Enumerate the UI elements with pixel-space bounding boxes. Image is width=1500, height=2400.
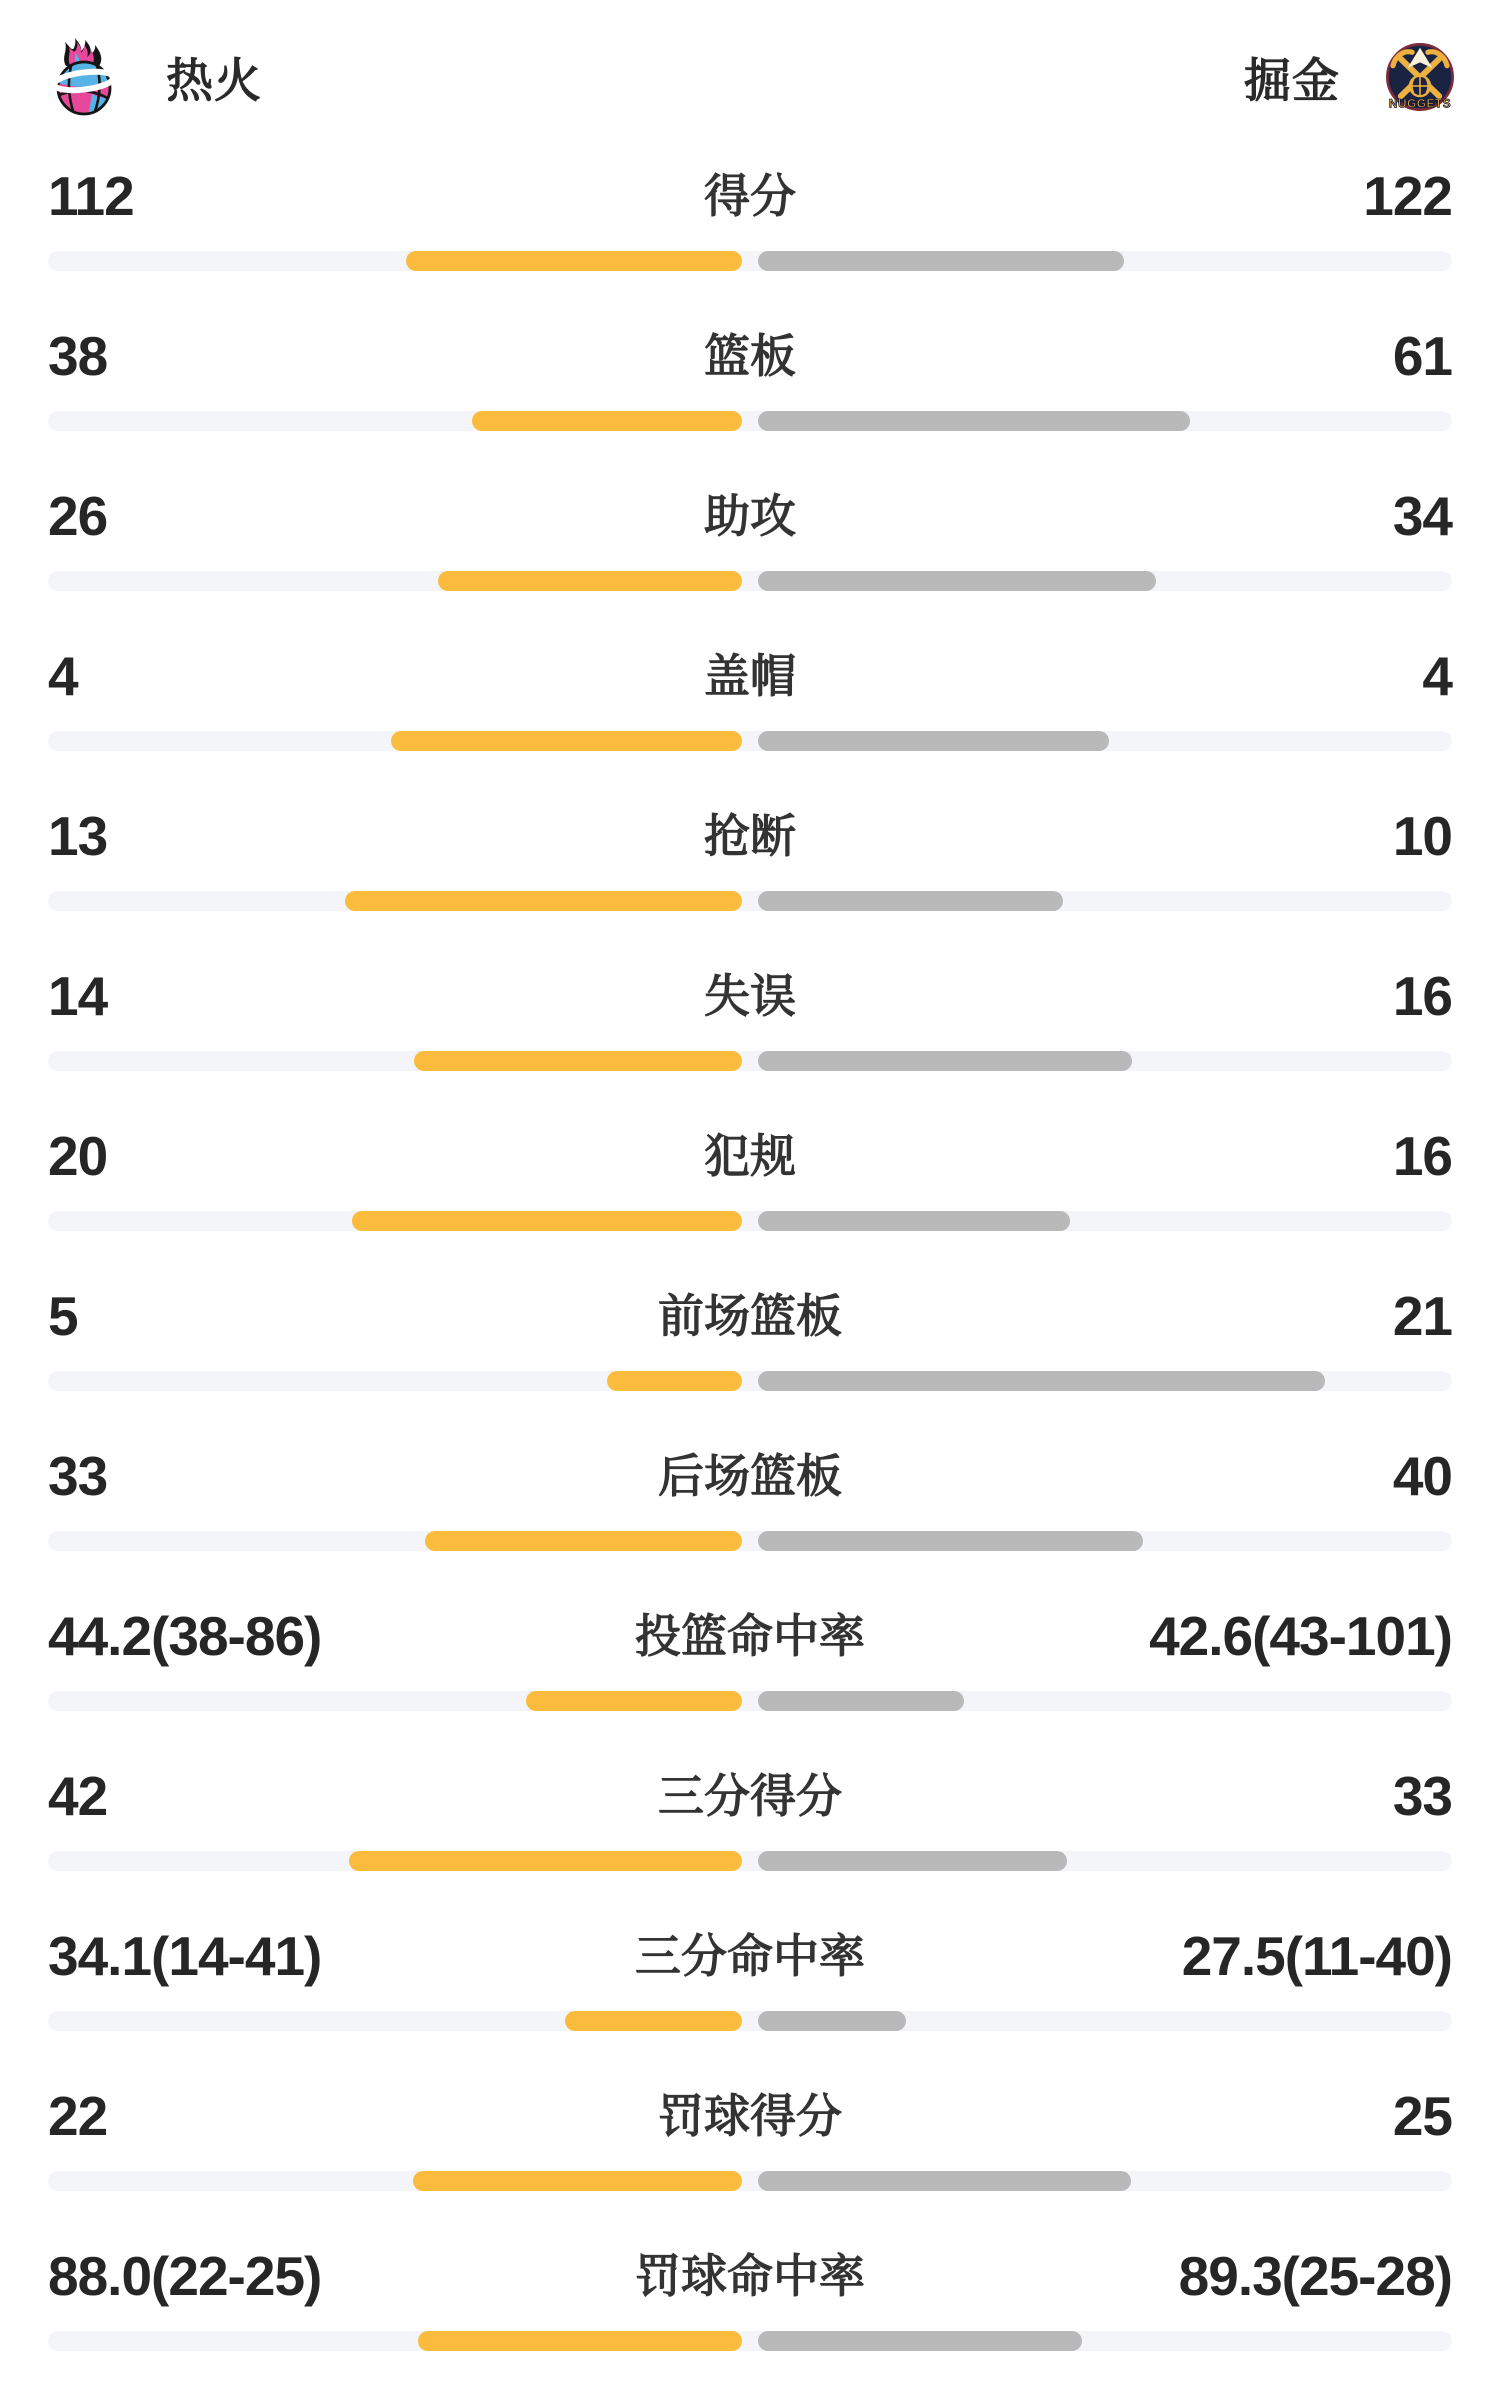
stat-row-values — [48, 806, 1452, 867]
home-stat-value: 5 — [48, 1285, 78, 1347]
home-bar-track — [48, 2331, 750, 2351]
stat-row-values — [48, 1126, 1452, 1187]
away-bar-fill — [758, 1531, 1143, 1551]
away-bar-track — [750, 1211, 1452, 1231]
home-stat-value: 22 — [48, 2085, 108, 2147]
stat-row-values — [48, 1286, 1452, 1347]
home-bar-track — [48, 1691, 750, 1711]
stat-row — [0, 152, 1500, 312]
stat-row-values — [48, 326, 1452, 387]
stat-row-values — [48, 1926, 1452, 1987]
home-stat-value: 26 — [48, 485, 108, 547]
away-stat-value: 25 — [1392, 2085, 1452, 2147]
stat-row — [0, 952, 1500, 1112]
stat-comparison-bar — [48, 2171, 1452, 2191]
stat-row-values — [48, 646, 1452, 707]
home-bar-track — [48, 1531, 750, 1551]
home-bar-track — [48, 2171, 750, 2191]
away-bar-fill — [758, 731, 1109, 751]
away-team-name: 掘金 — [1244, 53, 1340, 107]
stat-row — [0, 1912, 1500, 2072]
stat-comparison-bar — [48, 2331, 1452, 2351]
home-bar-track — [48, 731, 750, 751]
home-bar-track — [48, 1051, 750, 1071]
home-stat-value: 20 — [48, 1125, 108, 1187]
stat-row — [0, 1112, 1500, 1272]
away-bar-track — [750, 411, 1452, 431]
away-stat-value: 27.5(11-40) — [1181, 1925, 1452, 1987]
stat-label: 篮板 — [704, 329, 796, 382]
away-stat-value: 89.3(25-28) — [1178, 2245, 1452, 2307]
home-stat-value: 13 — [48, 805, 108, 867]
home-bar-fill — [526, 1691, 742, 1711]
stat-label: 得分 — [704, 169, 796, 222]
stat-comparison-bar — [48, 1691, 1452, 1711]
nuggets-pickaxes-logo-icon — [1384, 41, 1456, 113]
home-bar-fill — [565, 2011, 742, 2031]
home-stat-value: 42 — [48, 1765, 108, 1827]
away-bar-track — [750, 2011, 1452, 2031]
home-bar-fill — [607, 1371, 742, 1391]
stat-label: 后场篮板 — [658, 1449, 842, 1502]
home-stat-value: 112 — [48, 165, 134, 227]
stat-row — [0, 632, 1500, 792]
stat-row — [0, 1272, 1500, 1432]
stat-comparison-bar — [48, 731, 1452, 751]
home-stat-value: 38 — [48, 325, 108, 387]
stat-comparison-bar — [48, 1531, 1452, 1551]
stat-comparison-bar — [48, 1211, 1452, 1231]
away-bar-fill — [758, 1051, 1132, 1071]
stat-label: 盖帽 — [704, 649, 796, 702]
stat-row-values — [48, 1766, 1452, 1827]
stat-row-values — [48, 1446, 1452, 1507]
stat-row — [0, 2072, 1500, 2232]
stat-comparison-bar — [48, 891, 1452, 911]
away-bar-fill — [758, 1691, 964, 1711]
away-bar-fill — [758, 2331, 1082, 2351]
home-bar-fill — [406, 251, 742, 271]
home-bar-fill — [472, 411, 742, 431]
stat-label: 抢断 — [704, 809, 796, 862]
home-bar-fill — [425, 1531, 742, 1551]
stat-comparison-bar — [48, 1371, 1452, 1391]
nuggets-logo-wordmark: NUGGETS — [1388, 96, 1452, 111]
stat-label: 三分命中率 — [635, 1929, 865, 1982]
away-bar-track — [750, 1051, 1452, 1071]
away-stat-value: 4 — [1422, 645, 1452, 707]
away-bar-track — [750, 1851, 1452, 1871]
away-bar-track — [750, 1531, 1452, 1551]
away-stat-value: 34 — [1392, 485, 1452, 547]
home-bar-track — [48, 1211, 750, 1231]
away-stat-value: 42.6(43-101) — [1149, 1605, 1452, 1667]
stat-row — [0, 312, 1500, 472]
away-stat-value: 16 — [1392, 965, 1452, 1027]
home-bar-track — [48, 251, 750, 271]
home-team-name: 热火 — [166, 53, 262, 107]
away-bar-track — [750, 731, 1452, 751]
home-bar-fill — [391, 731, 742, 751]
stat-row-values — [48, 1606, 1452, 1667]
away-bar-fill — [758, 251, 1124, 271]
stat-label: 前场篮板 — [658, 1289, 842, 1342]
stat-row-values — [48, 966, 1452, 1027]
away-team-header — [1244, 41, 1456, 113]
stat-label: 犯规 — [704, 1129, 796, 1182]
stat-label: 三分得分 — [658, 1769, 842, 1822]
stat-label: 失误 — [704, 969, 796, 1022]
away-bar-track — [750, 1691, 1452, 1711]
stat-row-values — [48, 2086, 1452, 2147]
team-stats-header — [0, 0, 1500, 120]
stat-label: 罚球命中率 — [635, 2249, 865, 2302]
away-bar-track — [750, 2331, 1452, 2351]
away-bar-fill — [758, 411, 1190, 431]
stats-list — [0, 152, 1500, 2392]
stat-row — [0, 1592, 1500, 1752]
away-bar-fill — [758, 1851, 1067, 1871]
stat-row — [0, 1432, 1500, 1592]
away-bar-fill — [758, 891, 1063, 911]
away-stat-value: 16 — [1392, 1125, 1452, 1187]
home-bar-fill — [414, 1051, 742, 1071]
home-stat-value: 14 — [48, 965, 108, 1027]
stat-comparison-bar — [48, 251, 1452, 271]
home-bar-track — [48, 571, 750, 591]
home-stat-value: 88.0(22-25) — [48, 2245, 322, 2307]
stat-row-values — [48, 166, 1452, 227]
stat-row — [0, 2232, 1500, 2392]
away-stat-value: 122 — [1363, 165, 1452, 227]
stat-comparison-bar — [48, 1051, 1452, 1071]
stat-row-values — [48, 2246, 1452, 2307]
away-stat-value: 33 — [1392, 1765, 1452, 1827]
stat-label: 投篮命中率 — [635, 1609, 865, 1662]
stat-comparison-bar — [48, 2011, 1452, 2031]
home-stat-value: 33 — [48, 1445, 108, 1507]
away-bar-track — [750, 1371, 1452, 1391]
stat-comparison-bar — [48, 411, 1452, 431]
away-bar-track — [750, 571, 1452, 591]
away-stat-value: 61 — [1392, 325, 1452, 387]
away-bar-track — [750, 251, 1452, 271]
stat-row — [0, 472, 1500, 632]
home-bar-fill — [345, 891, 742, 911]
away-bar-fill — [758, 2171, 1131, 2191]
stat-comparison-bar — [48, 1851, 1452, 1871]
stat-row-values — [48, 486, 1452, 547]
stat-label: 罚球得分 — [658, 2089, 842, 2142]
away-bar-fill — [758, 571, 1156, 591]
away-bar-fill — [758, 1211, 1070, 1231]
home-bar-fill — [352, 1211, 742, 1231]
home-bar-track — [48, 1851, 750, 1871]
home-bar-track — [48, 891, 750, 911]
home-bar-track — [48, 1371, 750, 1391]
home-bar-fill — [418, 2331, 742, 2351]
stat-label: 助攻 — [704, 489, 796, 542]
home-team-header — [52, 38, 262, 116]
home-bar-fill — [413, 2171, 742, 2191]
home-stat-value: 34.1(14-41) — [48, 1925, 322, 1987]
away-stat-value: 40 — [1392, 1445, 1452, 1507]
home-bar-fill — [438, 571, 742, 591]
stat-row — [0, 792, 1500, 952]
away-bar-track — [750, 2171, 1452, 2191]
home-bar-fill — [349, 1851, 742, 1871]
away-stat-value: 10 — [1392, 805, 1452, 867]
stat-row — [0, 1752, 1500, 1912]
home-stat-value: 44.2(38-86) — [48, 1605, 322, 1667]
away-bar-fill — [758, 2011, 906, 2031]
away-stat-value: 21 — [1392, 1285, 1452, 1347]
home-bar-track — [48, 2011, 750, 2031]
away-bar-track — [750, 891, 1452, 911]
home-stat-value: 4 — [48, 645, 78, 707]
stat-comparison-bar — [48, 571, 1452, 591]
away-bar-fill — [758, 1371, 1325, 1391]
heat-flaming-basketball-logo-icon — [52, 38, 116, 116]
home-bar-track — [48, 411, 750, 431]
